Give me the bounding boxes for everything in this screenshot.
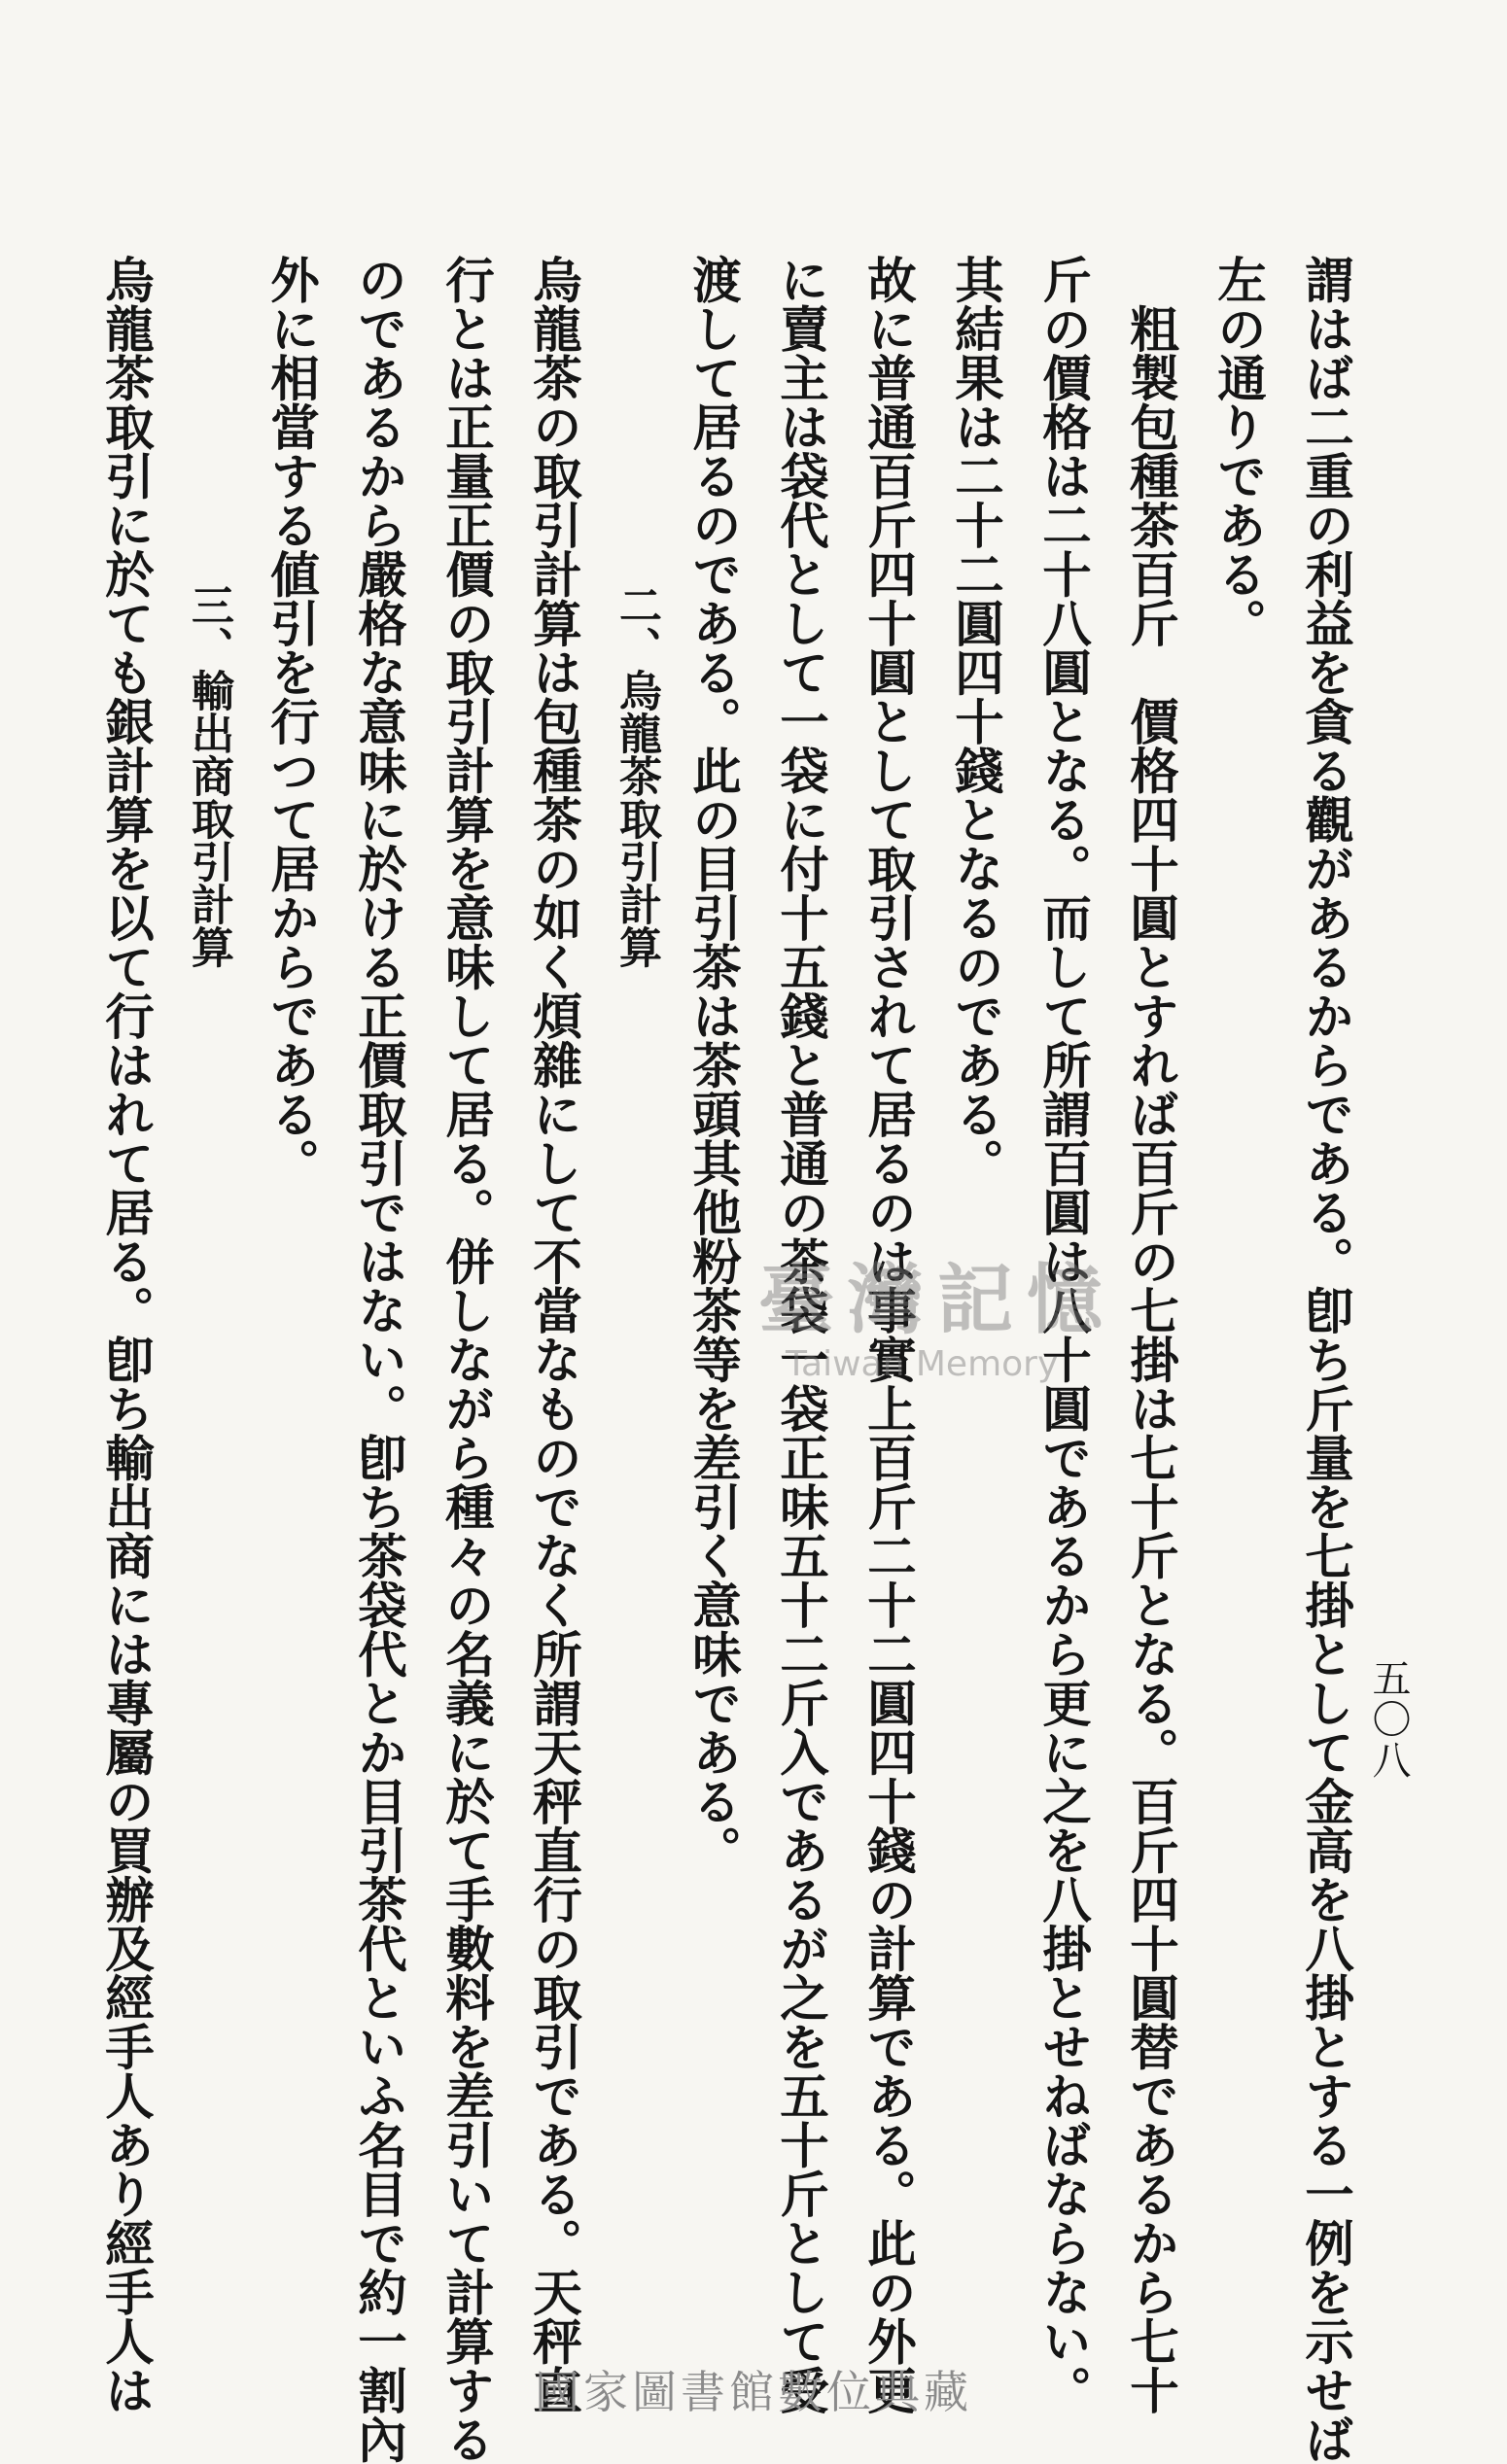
section-heading-2: 二、烏龍茶取引計算: [612, 583, 661, 968]
footer-credit: 國家圖書館數位典藏: [535, 2366, 972, 2418]
text-column-8: 渡して居るのである。此の目引茶は茶頭其他粉茶等を差引く意味である。: [684, 255, 743, 1875]
text-column-15: 烏龍茶取引に於ても銀計算を以て行はれて居る。卽ち輸出商には專屬の買辦及經手人あり經手人は: [97, 255, 156, 2414]
text-column-5: 其結果は二十二圓四十錢となるのである。: [947, 255, 1005, 1188]
watermark-title: 臺灣記憶: [758, 1256, 1117, 1344]
page-number: 五〇八: [1366, 1658, 1411, 1781]
text-column-4: 斤の價格は二十八圓となる。而して所謂百圓は八十圓であるから更に之を八掛とせねばならない。: [1034, 255, 1093, 2414]
text-column-2: 左の通りである。: [1209, 255, 1268, 647]
watermark-subtitle: Taiwan Memory: [786, 1344, 1059, 1384]
text-column-3: 粗製包種茶百斤 價格四十圓とすれば百斤の七掛は七十斤となる。百斤四十圓替であるから七十: [1122, 255, 1180, 2414]
text-column-7: に賣主は袋代として一袋に付十五錢と普通の茶袋一袋正味五十二斤入であるが之を五十斤として受: [772, 255, 830, 2414]
section-heading-3: 三、輸出商取引計算: [184, 583, 233, 968]
text-column-10: 烏龍茶の取引計算は包種茶の如く煩雜にして不當なものでなく所謂天秤直行の取引である。天秤直: [525, 255, 583, 2414]
text-column-6: 故に普通百斤四十圓として取引されて居るのは事實上百斤二十二圓四十錢の計算である。此の外更: [859, 255, 918, 2414]
text-column-13: 外に相當する値引を行つて居からである。: [263, 255, 321, 1188]
text-column-11: 行とは正量正價の取引計算を意味して居る。併しながら種々の名義に於て手數料を差引いて計算する: [438, 255, 496, 2464]
text-column-12: のであるから嚴格な意味に於ける正價取引ではない。卽ち茶袋代とか目引茶代といふ名目で約一割內: [350, 255, 408, 2464]
text-column-1: 謂はば二重の利益を貪る觀があるからである。卽ち斤量を七掛として金高を八掛とする一例を示せば: [1297, 255, 1355, 2464]
